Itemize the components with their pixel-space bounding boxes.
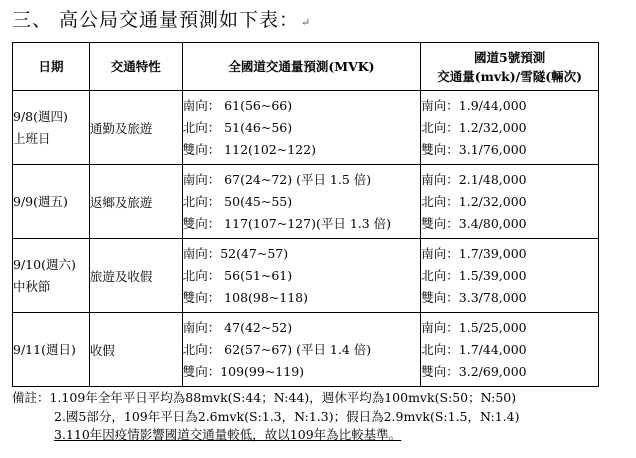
- note-line-underlined: 3.110年因疫情影響國道交通量較低，故以109年為比較基準。: [54, 427, 402, 442]
- forecast-line: 雙向：3.4/80,000: [421, 215, 527, 231]
- date-line: 上班日: [13, 130, 51, 146]
- forecast-line: 北向：1.2/32,000: [421, 119, 527, 135]
- forecast-line: 雙向： 108(98~118): [182, 289, 309, 305]
- forecast-line: 北向： 56(51~61): [182, 267, 293, 283]
- table-row: [13, 313, 599, 387]
- national-forecast-cell: [182, 239, 421, 313]
- section-title: 三、 高公局交通量預測如下表：: [12, 9, 300, 31]
- section-heading: [12, 5, 311, 32]
- header-national: 全國道交通量預測(MVK): [182, 43, 421, 91]
- note-line: 2.國5部分，109年平日為2.6mvk(S:1.3，N:1.3)；假日為2.9mvk(S:1.5，N:1.4): [54, 408, 520, 424]
- forecast-line: 南向：52(47~57): [182, 245, 289, 261]
- header-n5-line1: 國道5號預測: [474, 49, 546, 65]
- forecast-line: 南向：1.5/25,000: [421, 319, 527, 335]
- table-row: [13, 165, 599, 239]
- traffic-forecast-table: [12, 42, 599, 387]
- date-line: 中秋節: [13, 278, 51, 294]
- forecast-line: 雙向：3.3/78,000: [421, 289, 527, 305]
- date-line: 9/10(週六): [13, 256, 76, 272]
- date-line: 9/8(週四): [13, 108, 68, 124]
- national-forecast-cell: [182, 165, 421, 239]
- note-line: 備註：1.109年全年平日平均為88mvk(S:44；N:44)，週休平均為100mvk(S:50；N:50): [12, 390, 517, 405]
- forecast-line: 南向：1.9/44,000: [421, 97, 527, 113]
- n5-forecast-cell: [421, 91, 599, 165]
- forecast-line: 南向： 67(24~72) (平日 1.5 倍): [182, 171, 372, 187]
- note-line: [12, 426, 519, 445]
- forecast-line: 北向： 62(57~67) (平日 1.4 倍): [182, 341, 372, 357]
- table-row: [13, 91, 599, 165]
- forecast-line: 南向：2.1/48,000: [421, 171, 527, 187]
- header-date: 日期: [13, 43, 90, 91]
- header-n5-line2: 交通量(mvk)/雪隧(輛次): [437, 68, 583, 84]
- forecast-line: 南向：1.7/39,000: [421, 245, 527, 261]
- forecast-line: 北向：1.5/39,000: [421, 267, 527, 283]
- forecast-line: 雙向：3.2/69,000: [421, 363, 527, 379]
- date-cell: [13, 91, 90, 165]
- forecast-line: 雙向：109(99~119): [182, 363, 305, 379]
- date-line: 9/9(週五): [13, 193, 68, 209]
- forecast-line: 南向： 47(42~52): [182, 319, 293, 335]
- forecast-line: 北向：1.2/32,000: [421, 193, 527, 209]
- forecast-line: 雙向： 117(107~127)(平日 1.3 倍): [182, 215, 392, 231]
- traits-cell: 收假: [89, 313, 182, 387]
- return-mark-icon: ↵: [301, 16, 312, 29]
- n5-forecast-cell: [421, 313, 599, 387]
- forecast-line: 北向：1.7/44,000: [421, 341, 527, 357]
- header-n5: [421, 43, 599, 91]
- forecast-line: 北向： 51(46~56): [182, 119, 293, 135]
- notes-block: [12, 389, 519, 445]
- traits-cell: 通勤及旅遊: [89, 91, 182, 165]
- table-header-row: [13, 43, 599, 91]
- forecast-line: 南向： 61(56~66): [182, 97, 293, 113]
- date-line: 9/11(週日): [13, 341, 76, 357]
- national-forecast-cell: [182, 91, 421, 165]
- forecast-line: 雙向：3.1/76,000: [421, 141, 527, 157]
- date-cell: [13, 313, 90, 387]
- forecast-line: 雙向： 112(102~122): [182, 141, 316, 157]
- traits-cell: 旅遊及收假: [89, 239, 182, 313]
- n5-forecast-cell: [421, 239, 599, 313]
- n5-forecast-cell: [421, 165, 599, 239]
- header-traits: 交通特性: [89, 43, 182, 91]
- date-cell: [13, 239, 90, 313]
- forecast-line: 北向： 50(45~55): [182, 193, 293, 209]
- national-forecast-cell: [182, 313, 421, 387]
- traits-cell: 返鄉及旅遊: [89, 165, 182, 239]
- date-cell: [13, 165, 90, 239]
- table-row: [13, 239, 599, 313]
